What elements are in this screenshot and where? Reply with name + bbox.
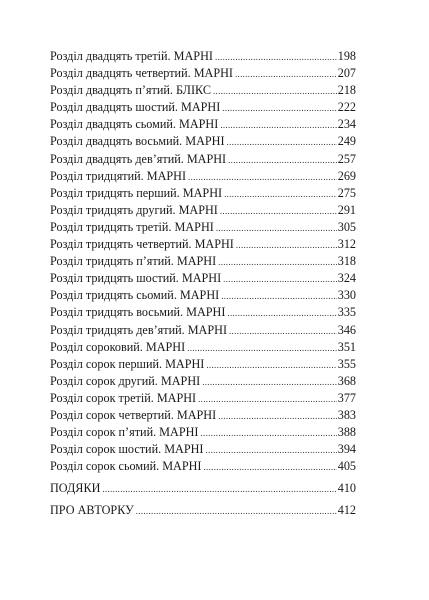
toc-entry[interactable] — [50, 287, 356, 304]
toc-entry-page: 410 — [337, 481, 356, 496]
toc-entry-page: 291 — [337, 202, 356, 217]
toc-entry-label: Розділ тридцять п’ятий. МАРНІ — [50, 254, 217, 269]
toc-entry-label: ПОДЯКИ — [50, 481, 101, 496]
toc-entry[interactable] — [50, 202, 356, 219]
toc-leader-dots — [224, 186, 337, 203]
toc-leader-dots — [198, 391, 337, 408]
toc-entry-page: 388 — [337, 425, 356, 440]
toc-entry-label: Розділ двадцять дев’ятий. МАРНІ — [50, 151, 227, 166]
toc-entry-label: Розділ двадцять восьмий. МАРНІ — [50, 134, 225, 149]
toc-leader-dots — [221, 288, 337, 305]
toc-entry-label: Розділ двадцять сьомий. МАРНІ — [50, 117, 219, 132]
toc-entry[interactable] — [50, 168, 356, 185]
toc-entry-label: Розділ тридцять дев’ятий. МАРНІ — [50, 322, 227, 337]
toc-entry[interactable] — [50, 82, 356, 99]
toc-entry-page: 377 — [337, 390, 356, 405]
toc-leader-dots — [227, 305, 336, 322]
toc-entry[interactable] — [50, 458, 356, 475]
toc-leader-dots — [204, 459, 337, 476]
toc-leader-dots — [215, 49, 337, 66]
toc-entry-label: Розділ сорок шостий. МАРНІ — [50, 442, 204, 457]
toc-entry-page: 275 — [337, 185, 356, 200]
toc-entry[interactable] — [50, 185, 356, 202]
toc-leader-dots — [228, 152, 337, 169]
toc-entry-label: Розділ сорок третій. МАРНІ — [50, 390, 197, 405]
toc-entry-label: Розділ тридцять четвертий. МАРНІ — [50, 237, 234, 252]
toc-entry-label: Розділ двадцять шостий. МАРНІ — [50, 100, 221, 115]
toc-leader-dots — [202, 374, 337, 391]
toc-entry-page: 351 — [337, 339, 356, 354]
toc-entry-page: 234 — [337, 117, 356, 132]
toc-entry[interactable] — [50, 322, 356, 339]
toc-entry-label: Розділ тридцять шостий. МАРНІ — [50, 271, 222, 286]
toc-entry-page: 394 — [337, 442, 356, 457]
toc-entry-page: 249 — [337, 134, 356, 149]
toc-entry[interactable] — [50, 236, 356, 253]
toc-entry-label: Розділ двадцять п’ятий. БЛІКС — [50, 83, 211, 98]
toc-entry-page: 335 — [337, 305, 356, 320]
toc-leader-dots — [206, 357, 336, 374]
toc-entry-page: 207 — [337, 66, 356, 81]
toc-entry[interactable] — [50, 373, 356, 390]
toc-entry[interactable] — [50, 304, 356, 321]
toc-entry[interactable] — [50, 339, 356, 356]
toc-entry[interactable] — [50, 48, 356, 65]
toc-entry-label: Розділ двадцять третій. МАРНІ — [50, 49, 213, 63]
toc-entry-label: Розділ сорок перший. МАРНІ — [50, 356, 205, 371]
toc-entry-label: ПРО АВТОРКУ — [50, 503, 134, 518]
toc-entry-page: 368 — [337, 373, 356, 388]
toc-entry-acknowledgements[interactable] — [50, 480, 356, 497]
toc-entry-page: 412 — [337, 503, 356, 518]
toc-entry-label: Розділ тридцять перший. МАРНІ — [50, 185, 223, 200]
toc-entry-page: 355 — [337, 356, 356, 371]
toc-leader-dots — [235, 66, 337, 83]
toc-entry[interactable] — [50, 424, 356, 441]
toc-leader-dots — [187, 340, 337, 357]
toc-leader-dots — [236, 237, 337, 254]
toc-leader-dots — [220, 203, 337, 220]
toc-leader-dots — [200, 425, 336, 442]
toc-entry[interactable] — [50, 253, 356, 270]
toc-leader-dots — [218, 254, 337, 271]
toc-leader-dots — [223, 271, 337, 288]
toc-leader-dots — [205, 442, 336, 459]
toc-entry-label: Розділ тридцятий. МАРНІ — [50, 168, 187, 183]
toc-entry-page: 330 — [337, 288, 356, 303]
toc-entry-label: Розділ двадцять четвертий. МАРНІ — [50, 66, 233, 81]
toc-entry-label: Розділ сорок п’ятий. МАРНІ — [50, 425, 199, 440]
toc-leader-dots — [216, 220, 337, 237]
toc-leader-dots — [222, 100, 336, 117]
toc-entry-page: 324 — [337, 271, 356, 286]
toc-entry-page: 405 — [337, 459, 356, 474]
toc-leader-dots — [229, 323, 337, 340]
toc-entry-page: 318 — [337, 254, 356, 269]
toc-entry-page: 269 — [337, 168, 356, 183]
toc-entry-label: Розділ тридцять третій. МАРНІ — [50, 219, 214, 234]
toc-entry[interactable] — [50, 270, 356, 287]
toc-leader-dots — [227, 134, 337, 151]
toc-leader-dots — [213, 83, 337, 100]
toc-leader-dots — [102, 481, 336, 498]
toc-entry[interactable] — [50, 99, 356, 116]
toc-entry-page: 222 — [337, 100, 356, 115]
toc-entry-page: 257 — [337, 151, 356, 166]
toc-entry-page: 346 — [337, 322, 356, 337]
toc-leader-dots — [218, 408, 337, 425]
toc-entry-label: Розділ сорок сьомий. МАРНІ — [50, 459, 202, 474]
toc-entry-label: Розділ тридцять другий. МАРНІ — [50, 202, 218, 217]
toc-leader-dots — [188, 169, 337, 186]
toc-entry[interactable] — [50, 407, 356, 424]
toc-entry[interactable] — [50, 441, 356, 458]
toc-entry-page: 312 — [337, 237, 356, 252]
toc-entry[interactable] — [50, 390, 356, 407]
toc-entry[interactable] — [50, 116, 356, 133]
toc-entry-page: 383 — [337, 407, 356, 422]
toc-entry-label: Розділ тридцять восьмий. МАРНІ — [50, 305, 226, 320]
toc-entry[interactable] — [50, 65, 356, 82]
toc-entry-label: Розділ сорок четвертий. МАРНІ — [50, 407, 217, 422]
toc-entry-label: Розділ тридцять сьомий. МАРНІ — [50, 288, 220, 303]
toc-entry-about-author[interactable] — [50, 502, 356, 519]
toc-entry-page: 198 — [337, 49, 356, 63]
toc-entry[interactable] — [50, 151, 356, 168]
toc-leader-dots — [136, 503, 337, 520]
toc-leader-dots — [220, 117, 336, 134]
table-of-contents — [50, 48, 356, 520]
toc-entry-label: Розділ сороковий. МАРНІ — [50, 339, 186, 354]
toc-entry-label: Розділ сорок другий. МАРНІ — [50, 373, 201, 388]
toc-entry[interactable] — [50, 133, 356, 150]
toc-entry[interactable] — [50, 356, 356, 373]
toc-entry-page: 305 — [337, 219, 356, 234]
toc-entry-page: 218 — [337, 83, 356, 98]
toc-entry[interactable] — [50, 219, 356, 236]
